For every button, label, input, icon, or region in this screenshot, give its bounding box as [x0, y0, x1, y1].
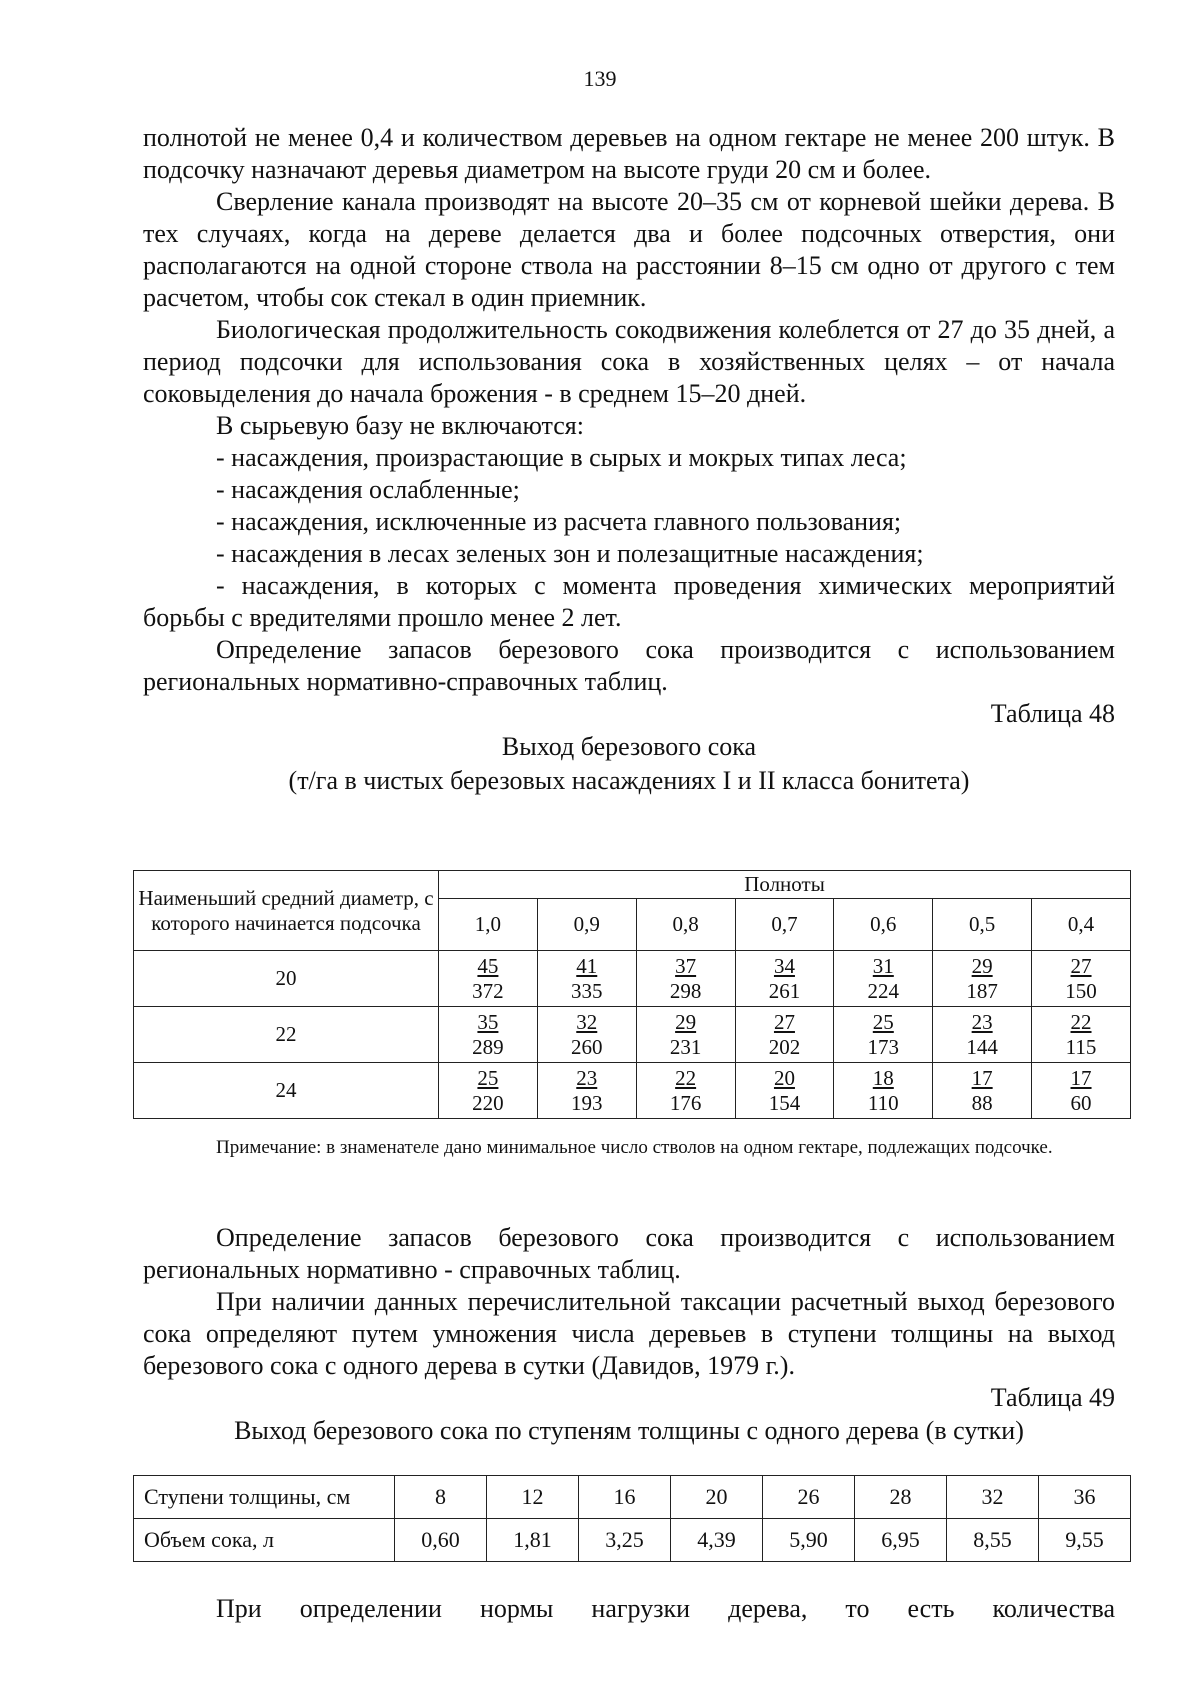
table-cell [636, 951, 735, 1007]
cell-numerator: 18 [872, 1065, 894, 1090]
cell-denominator: 193 [571, 1090, 603, 1115]
paragraph: Определение запасов березового сока производится с использованием региональных нормативно-справочных таблиц. [143, 635, 1115, 696]
cell-denominator: 154 [768, 1090, 801, 1115]
cell-numerator: 31 [872, 953, 894, 978]
table-cell [537, 1063, 636, 1119]
table-cell [735, 951, 834, 1007]
table-cell [636, 1007, 735, 1063]
cell-numerator: 27 [773, 1009, 795, 1034]
table-cell-diameter: 20 [134, 951, 439, 1007]
cell-numerator: 23 [576, 1065, 598, 1090]
table-48-label: Таблица 48 [990, 699, 1115, 728]
table-cell: 4,39 [671, 1519, 763, 1562]
table-header-density: 1,0 [439, 899, 538, 951]
table-cell: 5,90 [763, 1519, 855, 1562]
cell-numerator: 29 [971, 953, 993, 978]
table-row [134, 951, 1131, 1007]
cell-numerator: 20 [773, 1065, 795, 1090]
cell-numerator: 17 [971, 1065, 993, 1090]
paragraph: При наличии данных перечислительной таксации расчетный выход березового сока определяют путем умножения числа деревьев в ступени толщины на выход березового сока с одного дерева в сутки (Давидов, 1979 г.). [143, 1287, 1115, 1380]
table-cell: 6,95 [855, 1519, 947, 1562]
table-cell [834, 1063, 933, 1119]
cell-denominator: 115 [1065, 1034, 1097, 1059]
paragraph: При определении нормы нагрузки дерева, то есть количества [216, 1594, 1115, 1623]
cell-numerator: 22 [1070, 1009, 1092, 1034]
table-cell: 36 [1039, 1476, 1131, 1519]
paragraph: Биологическая продолжительность сокодвижения колеблется от 27 до 35 дней, а период подсочки для использования сока в хозяйственных целях – от начала соковыделения до начала брожения - в среднем 15–20 дней. [143, 315, 1115, 408]
table-cell: 8 [395, 1476, 487, 1519]
cell-denominator: 231 [669, 1034, 702, 1059]
table-cell [735, 1063, 834, 1119]
table-cell [439, 1007, 538, 1063]
cell-denominator: 88 [971, 1090, 993, 1115]
cell-denominator: 289 [472, 1034, 504, 1059]
cell-numerator: 45 [477, 953, 499, 978]
cell-denominator: 260 [571, 1034, 603, 1059]
cell-numerator: 32 [576, 1009, 598, 1034]
cell-denominator: 261 [768, 978, 801, 1003]
cell-numerator: 25 [872, 1009, 894, 1034]
cell-denominator: 187 [966, 978, 998, 1003]
table-cell [636, 1063, 735, 1119]
cell-numerator: 37 [675, 953, 697, 978]
cell-numerator: 35 [477, 1009, 499, 1034]
cell-numerator: 25 [477, 1065, 499, 1090]
table-header-density: 0,7 [735, 899, 834, 951]
table-cell: 9,55 [1039, 1519, 1131, 1562]
table-cell [1032, 951, 1131, 1007]
table-row [134, 1063, 1131, 1119]
table-cell [439, 1063, 538, 1119]
list-item: - насаждения, исключенные из расчета главного пользования; [216, 507, 902, 536]
document-body-end [143, 1593, 1115, 1625]
cell-numerator: 22 [675, 1065, 697, 1090]
table-cell: 28 [855, 1476, 947, 1519]
table-cell [1032, 1063, 1131, 1119]
table-row [134, 1519, 1131, 1562]
table-cell: 3,25 [579, 1519, 671, 1562]
table-cell: 20 [671, 1476, 763, 1519]
list-item: - насаждения в лесах зеленых зон и полезащитные насаждения; [216, 539, 924, 568]
table-header-group: Полноты [439, 871, 1131, 899]
table-header-diameter: Наименьший средний диаметр, с которого начинается подсочка [134, 871, 439, 951]
table-48 [133, 870, 1131, 1119]
list-item: - насаждения, произрастающие в сырых и мокрых типах леса; [216, 443, 907, 472]
cell-denominator: 335 [571, 978, 603, 1003]
cell-denominator: 202 [768, 1034, 801, 1059]
table-49-label: Таблица 49 [990, 1383, 1115, 1412]
table-cell: 8,55 [947, 1519, 1039, 1562]
cell-numerator: 27 [1070, 953, 1092, 978]
table-header-density: 0,9 [537, 899, 636, 951]
row-label: Объем сока, л [134, 1519, 395, 1562]
cell-denominator: 60 [1070, 1090, 1092, 1115]
cell-denominator: 372 [472, 978, 504, 1003]
cell-numerator: 23 [971, 1009, 993, 1034]
cell-denominator: 220 [472, 1090, 504, 1115]
table-cell [735, 1007, 834, 1063]
cell-denominator: 144 [966, 1034, 998, 1059]
table-cell [933, 951, 1032, 1007]
table-cell [537, 951, 636, 1007]
cell-denominator: 150 [1065, 978, 1097, 1003]
table-cell: 1,81 [487, 1519, 579, 1562]
table-48-title: Выход березового сока [501, 732, 757, 761]
table-cell [834, 951, 933, 1007]
table-49 [133, 1475, 1131, 1562]
table-cell [439, 951, 538, 1007]
paragraph: Определение запасов березового сока производится с использованием региональных нормативно - справочных таблиц. [143, 1223, 1115, 1284]
table-49-title: Выход березового сока по ступеням толщины с одного дерева (в сутки) [234, 1416, 1024, 1445]
table-cell [933, 1063, 1032, 1119]
paragraph: В сырьевую базу не включаются: [216, 411, 584, 440]
document-body [143, 122, 1115, 798]
row-label: Ступени толщины, см [134, 1476, 395, 1519]
list-item: - насаждения ослабленные; [216, 475, 520, 504]
cell-denominator: 176 [669, 1090, 702, 1115]
cell-numerator: 29 [675, 1009, 697, 1034]
page-number: 139 [583, 66, 617, 91]
cell-numerator: 34 [773, 953, 795, 978]
cell-denominator: 173 [867, 1034, 900, 1059]
table-cell [933, 1007, 1032, 1063]
table-header-density: 0,4 [1032, 899, 1131, 951]
table-48-subtitle: (т/га в чистых березовых насаждениях I и II класса бонитета) [288, 766, 970, 795]
table-cell: 12 [487, 1476, 579, 1519]
table-cell-diameter: 24 [134, 1063, 439, 1119]
cell-numerator: 17 [1070, 1065, 1092, 1090]
cell-denominator: 224 [867, 978, 900, 1003]
table-header-density: 0,8 [636, 899, 735, 951]
table-cell: 0,60 [395, 1519, 487, 1562]
table-cell: 16 [579, 1476, 671, 1519]
table-row [134, 1476, 1131, 1519]
table-cell [1032, 1007, 1131, 1063]
table-cell [834, 1007, 933, 1063]
table-cell: 32 [947, 1476, 1039, 1519]
table-row [134, 1007, 1131, 1063]
table-48-note: Примечание: в знаменателе дано минимальное число стволов на одном гектаре, подлежащих подсочке. [216, 1137, 1053, 1158]
document-body-lower [143, 1222, 1115, 1448]
cell-numerator: 41 [576, 953, 598, 978]
table-cell-diameter: 22 [134, 1007, 439, 1063]
cell-denominator: 110 [867, 1090, 899, 1115]
list-item: - насаждения, в которых с момента проведения химических мероприятий борьбы с вредителями прошло менее 2 лет. [143, 571, 1115, 632]
cell-denominator: 298 [669, 978, 702, 1003]
table-cell [537, 1007, 636, 1063]
paragraph: полнотой не менее 0,4 и количеством деревьев на одном гектаре не менее 200 штук. В подсочку назначают деревья диаметром на высоте груди 20 см и более. [143, 123, 1115, 184]
paragraph: Сверление канала производят на высоте 20–35 см от корневой шейки дерева. В тех случаях, когда на дереве делается два и более подсочных отверстия, они располагаются на одной стороне ствола на расстоянии 8–15 см одно от другого с тем расчетом, чтобы сок стекал в один приемник. [143, 187, 1115, 312]
table-header-density: 0,5 [933, 899, 1032, 951]
table-header-density: 0,6 [834, 899, 933, 951]
table-cell: 26 [763, 1476, 855, 1519]
